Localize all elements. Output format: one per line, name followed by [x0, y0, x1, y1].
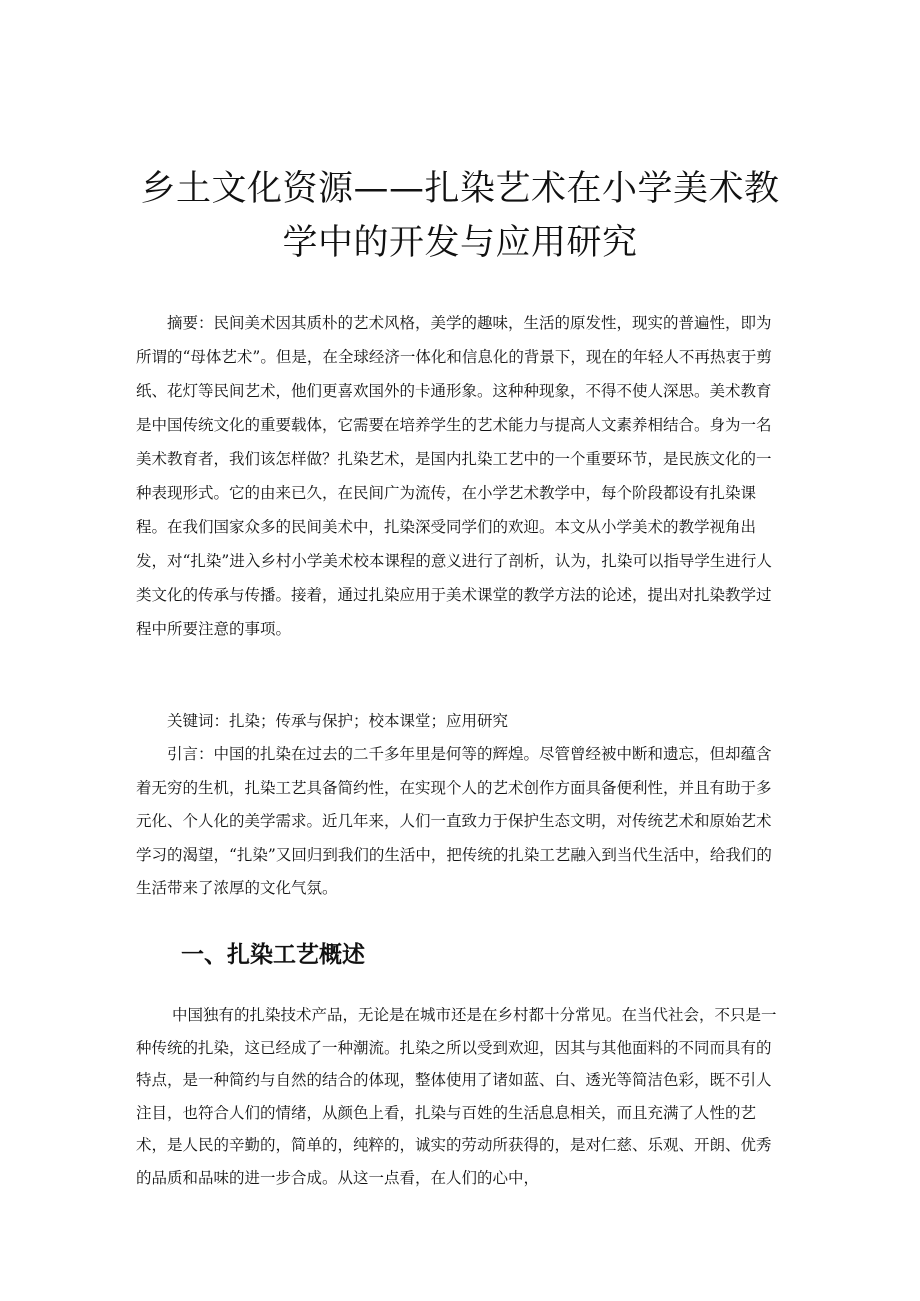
title-line-1: 乡土文化资源——扎染艺术在小学美术教 — [140, 169, 780, 209]
title-line-2: 学中的开发与应用研究 — [282, 223, 638, 263]
abstract-paragraph: 摘要：民间美术因其质朴的艺术风格，美学的趣味，生活的原发性，现实的普遍性，即为所谓的“母体艺术”。但是，在全球经济一体化和信息化的背景下，现在的年轻人不再热衷于剪纸、花灯等民间艺术，他们更喜欢国外的卡通形象。这种种现象，不得不使人深思。美术教育是中国传统文化的重要载体，它需要在培养学生的艺术能力与提高人文素养相结合。身为一名美术教育者，我们该怎样做？扎染艺术，是国内扎染工艺中的一个重要环节，是民族文化的一种表现形式。它的由来已久，在民间广为流传，在小学艺术教学中，每个阶段都设有扎染课程。在我们国家众多的民间美术中，扎染深受同学们的欢迎。本文从小学美术的教学视角出发，对“扎染”进入乡村小学美术校本课程的意义进行了剖析，认为，扎染可以指导学生进行人类文化的传承与传播。接着，通过扎染应用于美术课堂的教学方法的论述，提出对扎染教学过程中所要注意的事项。 — [136, 314, 772, 638]
keywords-line: 关键词：扎染；传承与保护；校本课堂；应用研究 — [167, 712, 509, 730]
section-paragraph: 中国独有的扎染技术产品，无论是在城市还是在乡村都十分常见。在当代社会，不只是一种传统的扎染，这已经成了一种潮流。扎染之所以受到欢迎，因其与其他面料的不同而具有的特点，是一种简约与自然的结合的体现，整体使用了诸如蓝、白、透光等简洁色彩，既不引人注目，也符合人们的情绪，从颜色上看，扎染与百姓的生活息息相关，而且充满了人性的艺术，是人民的辛勤的，简单的，纯粹的，诚实的劳动所获得的，是对仁慈、乐观、开朗、优秀的品质和品味的进一步合成。从这一点看，在人们的心中， — [136, 1006, 777, 1187]
paper-title — [120, 162, 800, 270]
section-heading: 一、扎染工艺概述 — [181, 942, 365, 968]
introduction-paragraph: 引言：中国的扎染在过去的二千多年里是何等的辉煌。尽管曾经被中断和遗忘，但却蕴含着无穷的生机，扎染工艺具备简约性，在实现个人的艺术创作方面具备便利性，并且有助于多元化、个人化的美学需求。近几年来，人们一直致力于保护生态文明，对传统艺术和原始艺术学习的渴望，“扎染”又回归到我们的生活中，把传统的扎染工艺融入到当代生活中，给我们的生活带来了浓厚的文化气氛。 — [136, 745, 772, 897]
